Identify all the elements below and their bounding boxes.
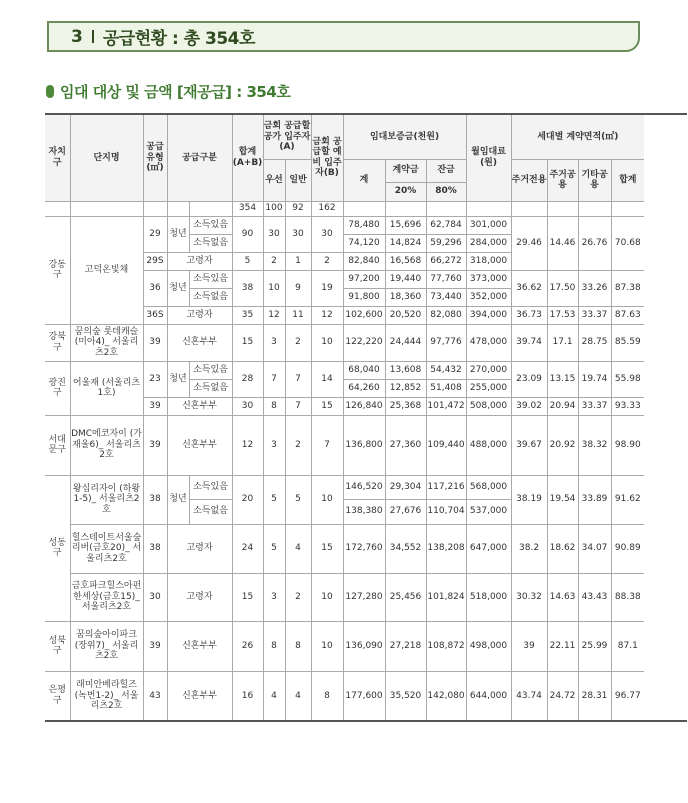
down-cell: 35,520 bbox=[385, 671, 426, 721]
balance-cell: 62,784 bbox=[426, 216, 466, 234]
area-cell: 43.74 bbox=[511, 671, 547, 721]
down-cell: 13,608 bbox=[385, 361, 426, 379]
area-cell: 34.07 bbox=[578, 524, 611, 573]
balance-cell: 97,776 bbox=[426, 324, 466, 361]
subcategory-cell: 소득있음 bbox=[189, 270, 232, 288]
subcategory-cell: 소득없음 bbox=[189, 234, 232, 252]
deposit-cell: 78,480 bbox=[343, 216, 385, 234]
total-cell: 35 bbox=[232, 306, 263, 324]
subcategory-cell: 소득있음 bbox=[189, 475, 232, 499]
down-cell: 25,368 bbox=[385, 397, 426, 415]
general-cell: 7 bbox=[285, 397, 311, 415]
area-cell: 70.68 bbox=[611, 216, 644, 270]
subcategory-cell: 소득있음 bbox=[189, 216, 232, 234]
total-general: 92 bbox=[285, 201, 311, 216]
type-cell: 30 bbox=[143, 573, 167, 621]
total-cell: 15 bbox=[232, 573, 263, 621]
district-cell: 강동구 bbox=[45, 216, 70, 324]
rent-cell: 508,000 bbox=[466, 397, 511, 415]
down-cell: 15,696 bbox=[385, 216, 426, 234]
down-cell: 20,520 bbox=[385, 306, 426, 324]
table-row bbox=[45, 475, 687, 499]
deposit-cell: 122,220 bbox=[343, 324, 385, 361]
reserve-cell: 7 bbox=[311, 415, 343, 475]
type-cell: 29 bbox=[143, 216, 167, 252]
area-cell: 87.38 bbox=[611, 270, 644, 306]
reserve-cell: 10 bbox=[311, 573, 343, 621]
complex-cell: 힐스테이트서울숲 리버(금호20)_ 서울리츠2호 bbox=[70, 524, 143, 573]
area-cell: 17.53 bbox=[547, 306, 578, 324]
header-row bbox=[45, 114, 687, 159]
area-cell: 88.38 bbox=[611, 573, 644, 621]
total-cell: 30 bbox=[232, 397, 263, 415]
district-cell: 은평구 bbox=[45, 671, 70, 721]
complex-cell: 금호파크힐스아펀 한세상(금호15)_ 서울리츠2호 bbox=[70, 573, 143, 621]
section-title: 공급현황 : 총 354호 bbox=[102, 29, 255, 49]
district-cell: 성북구 bbox=[45, 621, 70, 671]
col-area-private: 주거전용 bbox=[511, 159, 547, 201]
category-cell: 신혼부부 bbox=[167, 397, 232, 415]
rent-cell: 301,000 bbox=[466, 216, 511, 234]
type-cell: 43 bbox=[143, 671, 167, 721]
total-cell: 28 bbox=[232, 361, 263, 397]
complex-cell: 래미안베라힐즈 (녹번1-2)_ 서울리츠2호 bbox=[70, 671, 143, 721]
col-category: 공급구분 bbox=[167, 114, 232, 201]
col-deposit-total: 계 bbox=[343, 159, 385, 201]
category-cell: 청년 bbox=[167, 361, 189, 397]
area-cell: 39.67 bbox=[511, 415, 547, 475]
category-cell: 신혼부부 bbox=[167, 671, 232, 721]
balance-cell: 66,272 bbox=[426, 252, 466, 270]
deposit-cell: 82,840 bbox=[343, 252, 385, 270]
area-cell: 17.1 bbox=[547, 324, 578, 361]
complex-cell: 왕십리자이 (하왕1-5)_ 서울리츠2호 bbox=[70, 475, 143, 524]
priority-cell: 3 bbox=[263, 573, 285, 621]
area-cell: 22.11 bbox=[547, 621, 578, 671]
reserve-cell: 10 bbox=[311, 621, 343, 671]
total-cell: 24 bbox=[232, 524, 263, 573]
col-area-total: 합계 bbox=[611, 159, 644, 201]
complex-cell: 어울재 (서울리츠1호) bbox=[70, 361, 143, 415]
priority-cell: 5 bbox=[263, 524, 285, 573]
area-cell: 33.26 bbox=[578, 270, 611, 306]
type-cell: 29S bbox=[143, 252, 167, 270]
balance-cell: 73,440 bbox=[426, 288, 466, 306]
category-cell: 청년 bbox=[167, 216, 189, 252]
total-cell: 20 bbox=[232, 475, 263, 524]
deposit-cell: 102,600 bbox=[343, 306, 385, 324]
balance-cell: 51,408 bbox=[426, 379, 466, 397]
area-cell: 38.2 bbox=[511, 524, 547, 573]
rent-cell: 478,000 bbox=[466, 324, 511, 361]
total-cell: 12 bbox=[232, 415, 263, 475]
down-cell: 25,456 bbox=[385, 573, 426, 621]
type-cell: 23 bbox=[143, 361, 167, 397]
reserve-cell: 15 bbox=[311, 524, 343, 573]
col-balance-pct: 80% bbox=[426, 182, 466, 201]
deposit-cell: 97,200 bbox=[343, 270, 385, 288]
priority-cell: 8 bbox=[263, 621, 285, 671]
area-cell: 23.09 bbox=[511, 361, 547, 397]
general-cell: 1 bbox=[285, 252, 311, 270]
deposit-cell: 146,520 bbox=[343, 475, 385, 499]
deposit-cell: 136,090 bbox=[343, 621, 385, 671]
type-cell: 39 bbox=[143, 397, 167, 415]
type-cell: 39 bbox=[143, 621, 167, 671]
complex-cell: 고덕온빛채 bbox=[70, 216, 143, 324]
area-cell: 93.33 bbox=[611, 397, 644, 415]
col-down-pct: 20% bbox=[385, 182, 426, 201]
down-cell: 19,440 bbox=[385, 270, 426, 288]
area-cell: 38.32 bbox=[578, 415, 611, 475]
category-cell: 고령자 bbox=[167, 306, 232, 324]
general-cell: 4 bbox=[285, 524, 311, 573]
down-cell: 18,360 bbox=[385, 288, 426, 306]
priority-cell: 5 bbox=[263, 475, 285, 524]
balance-cell: 77,760 bbox=[426, 270, 466, 288]
area-cell: 18.62 bbox=[547, 524, 578, 573]
area-cell: 90.89 bbox=[611, 524, 644, 573]
down-cell: 24,444 bbox=[385, 324, 426, 361]
col-down-payment: 계약금 bbox=[385, 159, 426, 182]
table-row bbox=[45, 573, 687, 621]
deposit-cell: 68,040 bbox=[343, 361, 385, 379]
down-cell: 14,824 bbox=[385, 234, 426, 252]
deposit-cell: 136,800 bbox=[343, 415, 385, 475]
balance-cell: 108,872 bbox=[426, 621, 466, 671]
general-cell: 2 bbox=[285, 415, 311, 475]
rent-cell: 270,000 bbox=[466, 361, 511, 379]
rent-cell: 644,000 bbox=[466, 671, 511, 721]
balance-cell: 101,824 bbox=[426, 573, 466, 621]
complex-cell: 꿈의숲 롯데캐슬 (미아4)_ 서울리츠2호 bbox=[70, 324, 143, 361]
table-row bbox=[45, 524, 687, 573]
col-general: 일반 bbox=[285, 159, 311, 201]
section-number: 3 bbox=[71, 26, 83, 47]
balance-cell: 142,080 bbox=[426, 671, 466, 721]
general-cell: 7 bbox=[285, 361, 311, 397]
down-cell: 34,552 bbox=[385, 524, 426, 573]
subcategory-cell: 소득없음 bbox=[189, 288, 232, 306]
district-cell: 서대문구 bbox=[45, 415, 70, 475]
rent-cell: 537,000 bbox=[466, 499, 511, 524]
category-cell: 신혼부부 bbox=[167, 621, 232, 671]
balance-cell: 59,296 bbox=[426, 234, 466, 252]
balance-cell: 54,432 bbox=[426, 361, 466, 379]
col-total: 합계(A+B) bbox=[232, 114, 263, 201]
reserve-cell: 10 bbox=[311, 324, 343, 361]
col-area-common: 주거공용 bbox=[547, 159, 578, 201]
rental-table bbox=[45, 113, 687, 722]
priority-cell: 4 bbox=[263, 671, 285, 721]
total-priority: 100 bbox=[263, 201, 285, 216]
table-row bbox=[45, 361, 687, 379]
section-divider bbox=[92, 30, 94, 43]
category-cell: 청년 bbox=[167, 475, 189, 524]
deposit-cell: 64,260 bbox=[343, 379, 385, 397]
general-cell: 9 bbox=[285, 270, 311, 306]
col-rent: 월임대료(원) bbox=[466, 114, 511, 201]
reserve-cell: 8 bbox=[311, 671, 343, 721]
area-cell: 26.76 bbox=[578, 216, 611, 270]
total-cell: 5 bbox=[232, 252, 263, 270]
total-reserve: 162 bbox=[311, 201, 343, 216]
area-cell: 29.46 bbox=[511, 216, 547, 270]
reserve-cell: 10 bbox=[311, 475, 343, 524]
col-deposit-group: 임대보증금(천원) bbox=[343, 114, 466, 159]
category-cell: 청년 bbox=[167, 270, 189, 306]
col-priority: 우선 bbox=[263, 159, 285, 201]
subtitle bbox=[46, 81, 290, 102]
area-cell: 85.59 bbox=[611, 324, 644, 361]
area-cell: 39 bbox=[511, 621, 547, 671]
col-area-other: 기타공용 bbox=[578, 159, 611, 201]
rent-cell: 394,000 bbox=[466, 306, 511, 324]
type-cell: 39 bbox=[143, 415, 167, 475]
complex-cell: 꿈의숲아이파크 (장위7)_ 서울리츠2호 bbox=[70, 621, 143, 671]
subtitle-text: 임대 대상 및 금액 [재공급] : 354호 bbox=[60, 83, 291, 101]
general-cell: 8 bbox=[285, 621, 311, 671]
area-cell: 24.72 bbox=[547, 671, 578, 721]
reserve-cell: 14 bbox=[311, 361, 343, 397]
table-row bbox=[45, 415, 687, 475]
reserve-cell: 30 bbox=[311, 216, 343, 252]
balance-cell: 117,216 bbox=[426, 475, 466, 499]
priority-cell: 8 bbox=[263, 397, 285, 415]
balance-cell: 138,208 bbox=[426, 524, 466, 573]
type-cell: 38 bbox=[143, 475, 167, 524]
priority-cell: 3 bbox=[263, 415, 285, 475]
col-type: 공급유형(㎡) bbox=[143, 114, 167, 201]
reserve-cell: 19 bbox=[311, 270, 343, 306]
deposit-cell: 177,600 bbox=[343, 671, 385, 721]
col-area-group: 세대별 계약면적(㎡) bbox=[511, 114, 644, 159]
area-cell: 14.46 bbox=[547, 216, 578, 270]
down-cell: 27,676 bbox=[385, 499, 426, 524]
area-cell: 20.92 bbox=[547, 415, 578, 475]
area-cell: 19.74 bbox=[578, 361, 611, 397]
area-cell: 87.63 bbox=[611, 306, 644, 324]
deposit-cell: 91,800 bbox=[343, 288, 385, 306]
rent-cell: 498,000 bbox=[466, 621, 511, 671]
rent-cell: 647,000 bbox=[466, 524, 511, 573]
balance-cell: 110,704 bbox=[426, 499, 466, 524]
balance-cell: 82,080 bbox=[426, 306, 466, 324]
balance-cell: 109,440 bbox=[426, 415, 466, 475]
table-row bbox=[45, 671, 687, 721]
priority-cell: 10 bbox=[263, 270, 285, 306]
area-cell: 87.1 bbox=[611, 621, 644, 671]
reserve-cell: 12 bbox=[311, 306, 343, 324]
category-cell: 고령자 bbox=[167, 252, 232, 270]
total-cell: 90 bbox=[232, 216, 263, 252]
area-cell: 98.90 bbox=[611, 415, 644, 475]
col-complex: 단지명 bbox=[70, 114, 143, 201]
totals-row bbox=[45, 201, 687, 216]
category-cell: 고령자 bbox=[167, 524, 232, 573]
type-cell: 39 bbox=[143, 324, 167, 361]
priority-cell: 2 bbox=[263, 252, 285, 270]
reserve-cell: 15 bbox=[311, 397, 343, 415]
deposit-cell: 126,840 bbox=[343, 397, 385, 415]
district-cell: 성동구 bbox=[45, 475, 70, 621]
total-cell: 38 bbox=[232, 270, 263, 306]
district-cell: 광진구 bbox=[45, 361, 70, 415]
deposit-cell: 74,120 bbox=[343, 234, 385, 252]
type-cell: 38 bbox=[143, 524, 167, 573]
table-row bbox=[45, 216, 687, 234]
subcategory-cell: 소득없음 bbox=[189, 499, 232, 524]
general-cell: 2 bbox=[285, 324, 311, 361]
total-cell: 16 bbox=[232, 671, 263, 721]
col-supply-group: 금회 공급할 공가 입주자(A) bbox=[263, 114, 311, 159]
down-cell: 12,852 bbox=[385, 379, 426, 397]
category-cell: 신혼부부 bbox=[167, 415, 232, 475]
area-cell: 91.62 bbox=[611, 475, 644, 524]
priority-cell: 3 bbox=[263, 324, 285, 361]
total-cell: 15 bbox=[232, 324, 263, 361]
total-cell: 26 bbox=[232, 621, 263, 671]
rent-cell: 568,000 bbox=[466, 475, 511, 499]
priority-cell: 7 bbox=[263, 361, 285, 397]
down-cell: 29,304 bbox=[385, 475, 426, 499]
type-cell: 36 bbox=[143, 270, 167, 306]
area-cell: 17.50 bbox=[547, 270, 578, 306]
area-cell: 14.63 bbox=[547, 573, 578, 621]
general-cell: 4 bbox=[285, 671, 311, 721]
col-balance: 잔금 bbox=[426, 159, 466, 182]
general-cell: 30 bbox=[285, 216, 311, 252]
complex-cell: DMC에코자이 (가재울6)_ 서울리츠2호 bbox=[70, 415, 143, 475]
rent-cell: 352,000 bbox=[466, 288, 511, 306]
col-reserve: 금회 공급할 예비 입주자(B) bbox=[311, 114, 343, 201]
rent-cell: 284,000 bbox=[466, 234, 511, 252]
area-cell: 55.98 bbox=[611, 361, 644, 397]
deposit-cell: 127,280 bbox=[343, 573, 385, 621]
priority-cell: 30 bbox=[263, 216, 285, 252]
area-cell: 38.19 bbox=[511, 475, 547, 524]
rent-cell: 318,000 bbox=[466, 252, 511, 270]
down-cell: 16,568 bbox=[385, 252, 426, 270]
area-cell: 39.74 bbox=[511, 324, 547, 361]
general-cell: 11 bbox=[285, 306, 311, 324]
table-row bbox=[45, 324, 687, 361]
rent-cell: 488,000 bbox=[466, 415, 511, 475]
area-cell: 36.62 bbox=[511, 270, 547, 306]
area-cell: 33.37 bbox=[578, 306, 611, 324]
area-cell: 28.31 bbox=[578, 671, 611, 721]
area-cell: 19.54 bbox=[547, 475, 578, 524]
rent-cell: 518,000 bbox=[466, 573, 511, 621]
category-cell: 신혼부부 bbox=[167, 324, 232, 361]
general-cell: 5 bbox=[285, 475, 311, 524]
reserve-cell: 2 bbox=[311, 252, 343, 270]
col-district: 자치구 bbox=[45, 114, 70, 201]
priority-cell: 12 bbox=[263, 306, 285, 324]
area-cell: 30.32 bbox=[511, 573, 547, 621]
subcategory-cell: 소득있음 bbox=[189, 361, 232, 379]
type-cell: 36S bbox=[143, 306, 167, 324]
down-cell: 27,360 bbox=[385, 415, 426, 475]
area-cell: 39.02 bbox=[511, 397, 547, 415]
rent-cell: 373,000 bbox=[466, 270, 511, 288]
subcategory-cell: 소득없음 bbox=[189, 379, 232, 397]
area-cell: 43.43 bbox=[578, 573, 611, 621]
balance-cell: 101,472 bbox=[426, 397, 466, 415]
area-cell: 33.89 bbox=[578, 475, 611, 524]
table-row bbox=[45, 621, 687, 671]
category-cell: 고령자 bbox=[167, 573, 232, 621]
area-cell: 96.77 bbox=[611, 671, 644, 721]
rent-cell: 255,000 bbox=[466, 379, 511, 397]
district-cell: 강북구 bbox=[45, 324, 70, 361]
area-cell: 25.99 bbox=[578, 621, 611, 671]
general-cell: 2 bbox=[285, 573, 311, 621]
deposit-cell: 172,760 bbox=[343, 524, 385, 573]
deposit-cell: 138,380 bbox=[343, 499, 385, 524]
down-cell: 27,218 bbox=[385, 621, 426, 671]
area-cell: 13.15 bbox=[547, 361, 578, 397]
total-value: 354 bbox=[232, 201, 263, 216]
area-cell: 33.37 bbox=[578, 397, 611, 415]
bullet-icon bbox=[46, 85, 54, 98]
area-cell: 28.75 bbox=[578, 324, 611, 361]
area-cell: 36.73 bbox=[511, 306, 547, 324]
area-cell: 20.94 bbox=[547, 397, 578, 415]
section-header bbox=[47, 21, 640, 52]
